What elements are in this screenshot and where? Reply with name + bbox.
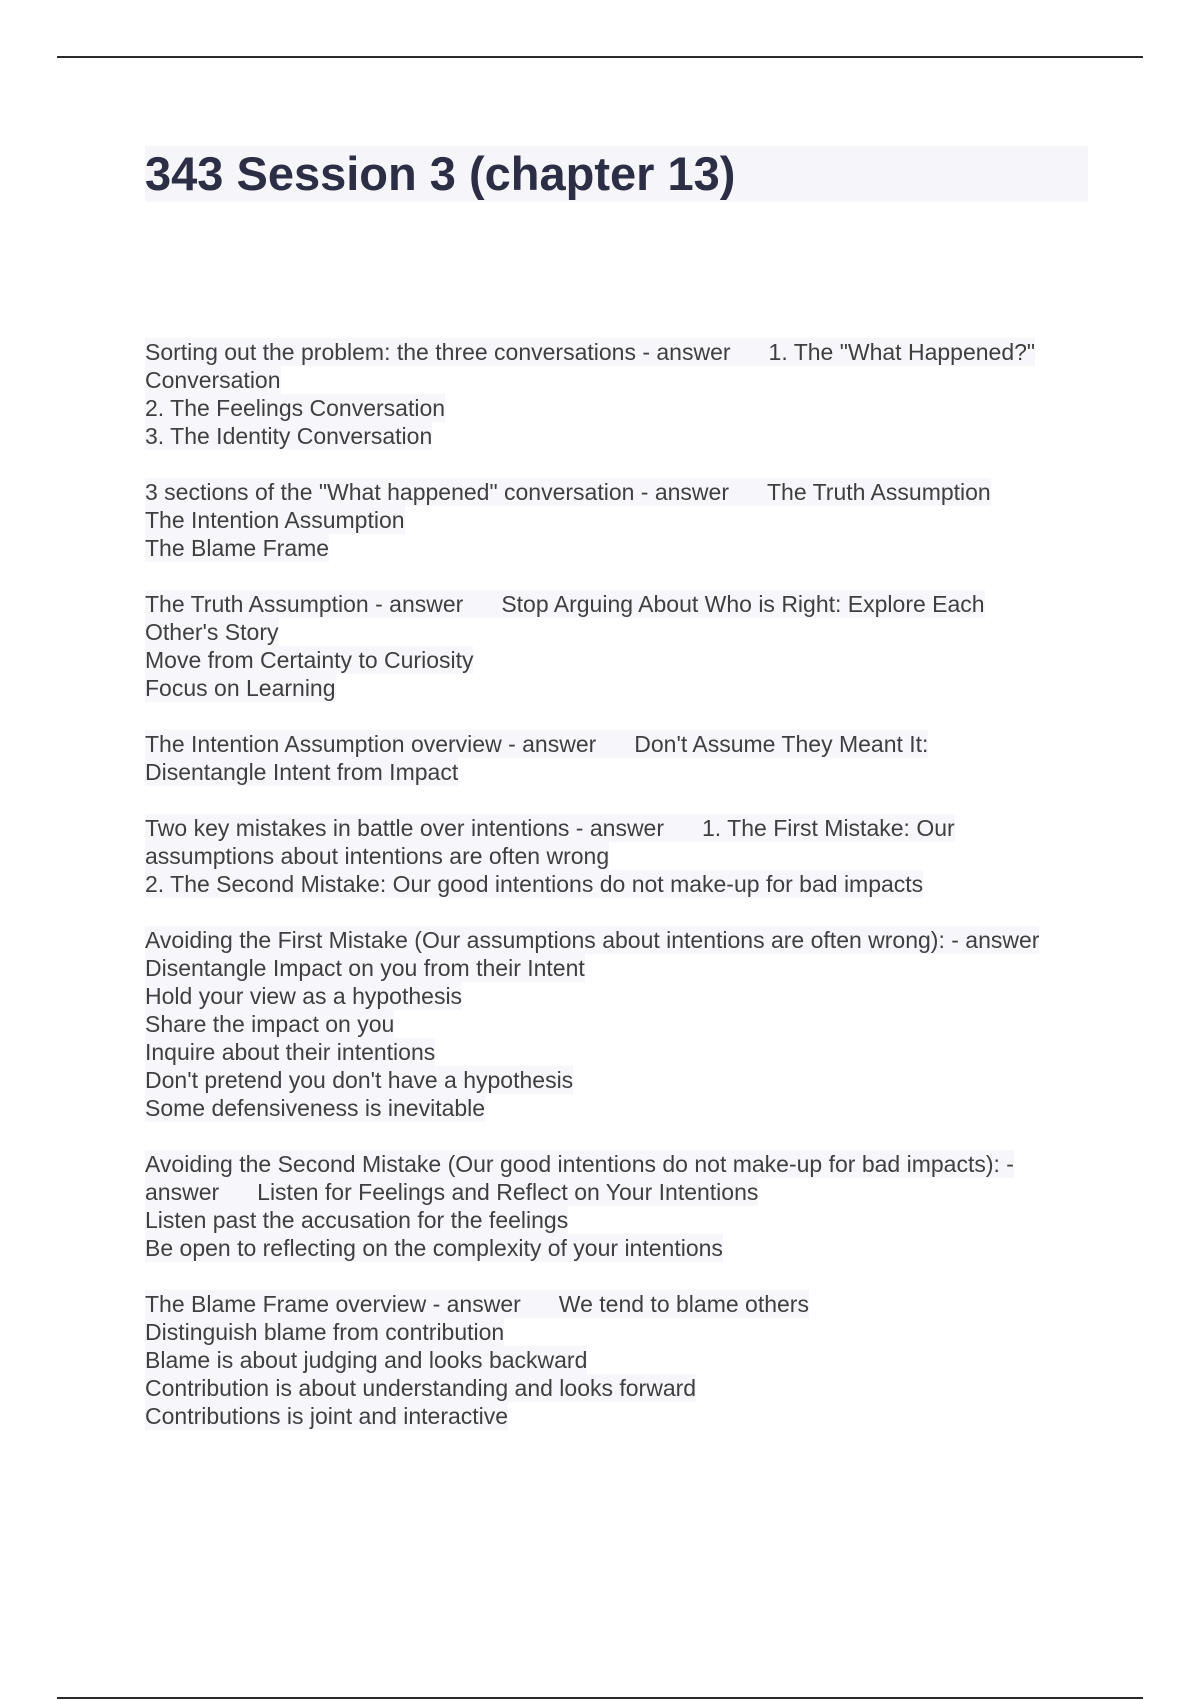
line-text: Some defensiveness is inevitable xyxy=(145,1095,486,1121)
answer-text: 1. The "What Happened?" xyxy=(768,339,1036,365)
qa-item xyxy=(145,814,1095,898)
qa-line xyxy=(145,1150,1095,1178)
qa-line xyxy=(145,674,1095,702)
line-text: Sorting out the problem: the three conversations - answer xyxy=(145,339,731,365)
qa-line xyxy=(145,422,1095,450)
line-text: Share the impact on you xyxy=(145,1011,395,1037)
qa-line xyxy=(145,1178,1095,1206)
qa-line xyxy=(145,366,1095,394)
qa-line xyxy=(145,338,1095,366)
qa-line xyxy=(145,1374,1095,1402)
answer-text: We tend to blame others xyxy=(558,1291,809,1317)
line-text: The Truth Assumption - answer xyxy=(145,591,464,617)
answer-text: Listen for Feelings and Reflect on Your Intentions xyxy=(257,1179,759,1205)
qa-item xyxy=(145,1150,1095,1262)
line-text: 2. The Feelings Conversation xyxy=(145,395,446,421)
qa-line xyxy=(145,758,1095,786)
line-text: Blame is about judging and looks backward xyxy=(145,1347,588,1373)
line-text: Two key mistakes in battle over intentions - answer xyxy=(145,815,665,841)
qa-line xyxy=(145,982,1095,1010)
line-text: The Intention Assumption overview - answer xyxy=(145,731,597,757)
qa-line xyxy=(145,1346,1095,1374)
line-text: Contribution is about understanding and looks forward xyxy=(145,1375,697,1401)
line-text: 3 sections of the "What happened" conversation - answer xyxy=(145,479,729,505)
qa-line xyxy=(145,1234,1095,1262)
line-text: The Blame Frame xyxy=(145,535,330,561)
answer-text: Stop Arguing About Who is Right: Explore Each xyxy=(501,591,985,617)
line-text: answer xyxy=(145,1179,220,1205)
qa-line xyxy=(145,842,1095,870)
line-text: Disentangle Intent from Impact xyxy=(145,759,459,785)
line-text: assumptions about intentions are often wrong xyxy=(145,843,610,869)
page-title: 343 Session 3 (chapter 13) xyxy=(145,146,1088,202)
line-text: Conversation xyxy=(145,367,281,393)
qa-line xyxy=(145,1402,1095,1430)
line-text: Focus on Learning xyxy=(145,675,336,701)
qa-line xyxy=(145,618,1095,646)
line-text: Contributions is joint and interactive xyxy=(145,1403,509,1429)
qa-item xyxy=(145,1290,1095,1430)
qa-item xyxy=(145,338,1095,450)
top-divider xyxy=(57,56,1143,58)
qa-list xyxy=(145,338,1095,1458)
qa-line xyxy=(145,478,1095,506)
line-text: Other's Story xyxy=(145,619,279,645)
qa-line xyxy=(145,534,1095,562)
qa-item xyxy=(145,926,1095,1122)
qa-item xyxy=(145,478,1095,562)
qa-line xyxy=(145,926,1095,954)
bottom-divider xyxy=(57,1697,1143,1699)
line-text: 3. The Identity Conversation xyxy=(145,423,433,449)
line-text: 2. The Second Mistake: Our good intentions do not make-up for bad impacts xyxy=(145,871,924,897)
qa-item xyxy=(145,730,1095,786)
line-text: Hold your view as a hypothesis xyxy=(145,983,463,1009)
line-text: Move from Certainty to Curiosity xyxy=(145,647,474,673)
qa-line xyxy=(145,1318,1095,1346)
qa-line xyxy=(145,1094,1095,1122)
qa-line xyxy=(145,954,1095,982)
qa-line xyxy=(145,590,1095,618)
answer-text: Don't Assume They Meant It: xyxy=(634,731,929,757)
line-text: Listen past the accusation for the feelings xyxy=(145,1207,569,1233)
line-text: Don't pretend you don't have a hypothesis xyxy=(145,1067,574,1093)
line-text: The Blame Frame overview - answer xyxy=(145,1291,521,1317)
answer-text: The Truth Assumption xyxy=(767,479,991,505)
line-text: Distinguish blame from contribution xyxy=(145,1319,505,1345)
line-text: Avoiding the First Mistake (Our assumptions about intentions are often wrong): - answer xyxy=(145,927,1040,953)
line-text: Be open to reflecting on the complexity of your intentions xyxy=(145,1235,723,1261)
qa-line xyxy=(145,506,1095,534)
qa-line xyxy=(145,1290,1095,1318)
qa-line xyxy=(145,1038,1095,1066)
qa-line xyxy=(145,1066,1095,1094)
qa-line xyxy=(145,814,1095,842)
line-text: Avoiding the Second Mistake (Our good intentions do not make-up for bad impacts): - xyxy=(145,1151,1014,1177)
qa-line xyxy=(145,646,1095,674)
qa-line xyxy=(145,1206,1095,1234)
line-text: The Intention Assumption xyxy=(145,507,405,533)
qa-line xyxy=(145,394,1095,422)
line-text: Disentangle Impact on you from their Intent xyxy=(145,955,585,981)
qa-line xyxy=(145,870,1095,898)
qa-line xyxy=(145,730,1095,758)
qa-item xyxy=(145,590,1095,702)
qa-line xyxy=(145,1010,1095,1038)
answer-text: 1. The First Mistake: Our xyxy=(702,815,955,841)
line-text: Inquire about their intentions xyxy=(145,1039,436,1065)
